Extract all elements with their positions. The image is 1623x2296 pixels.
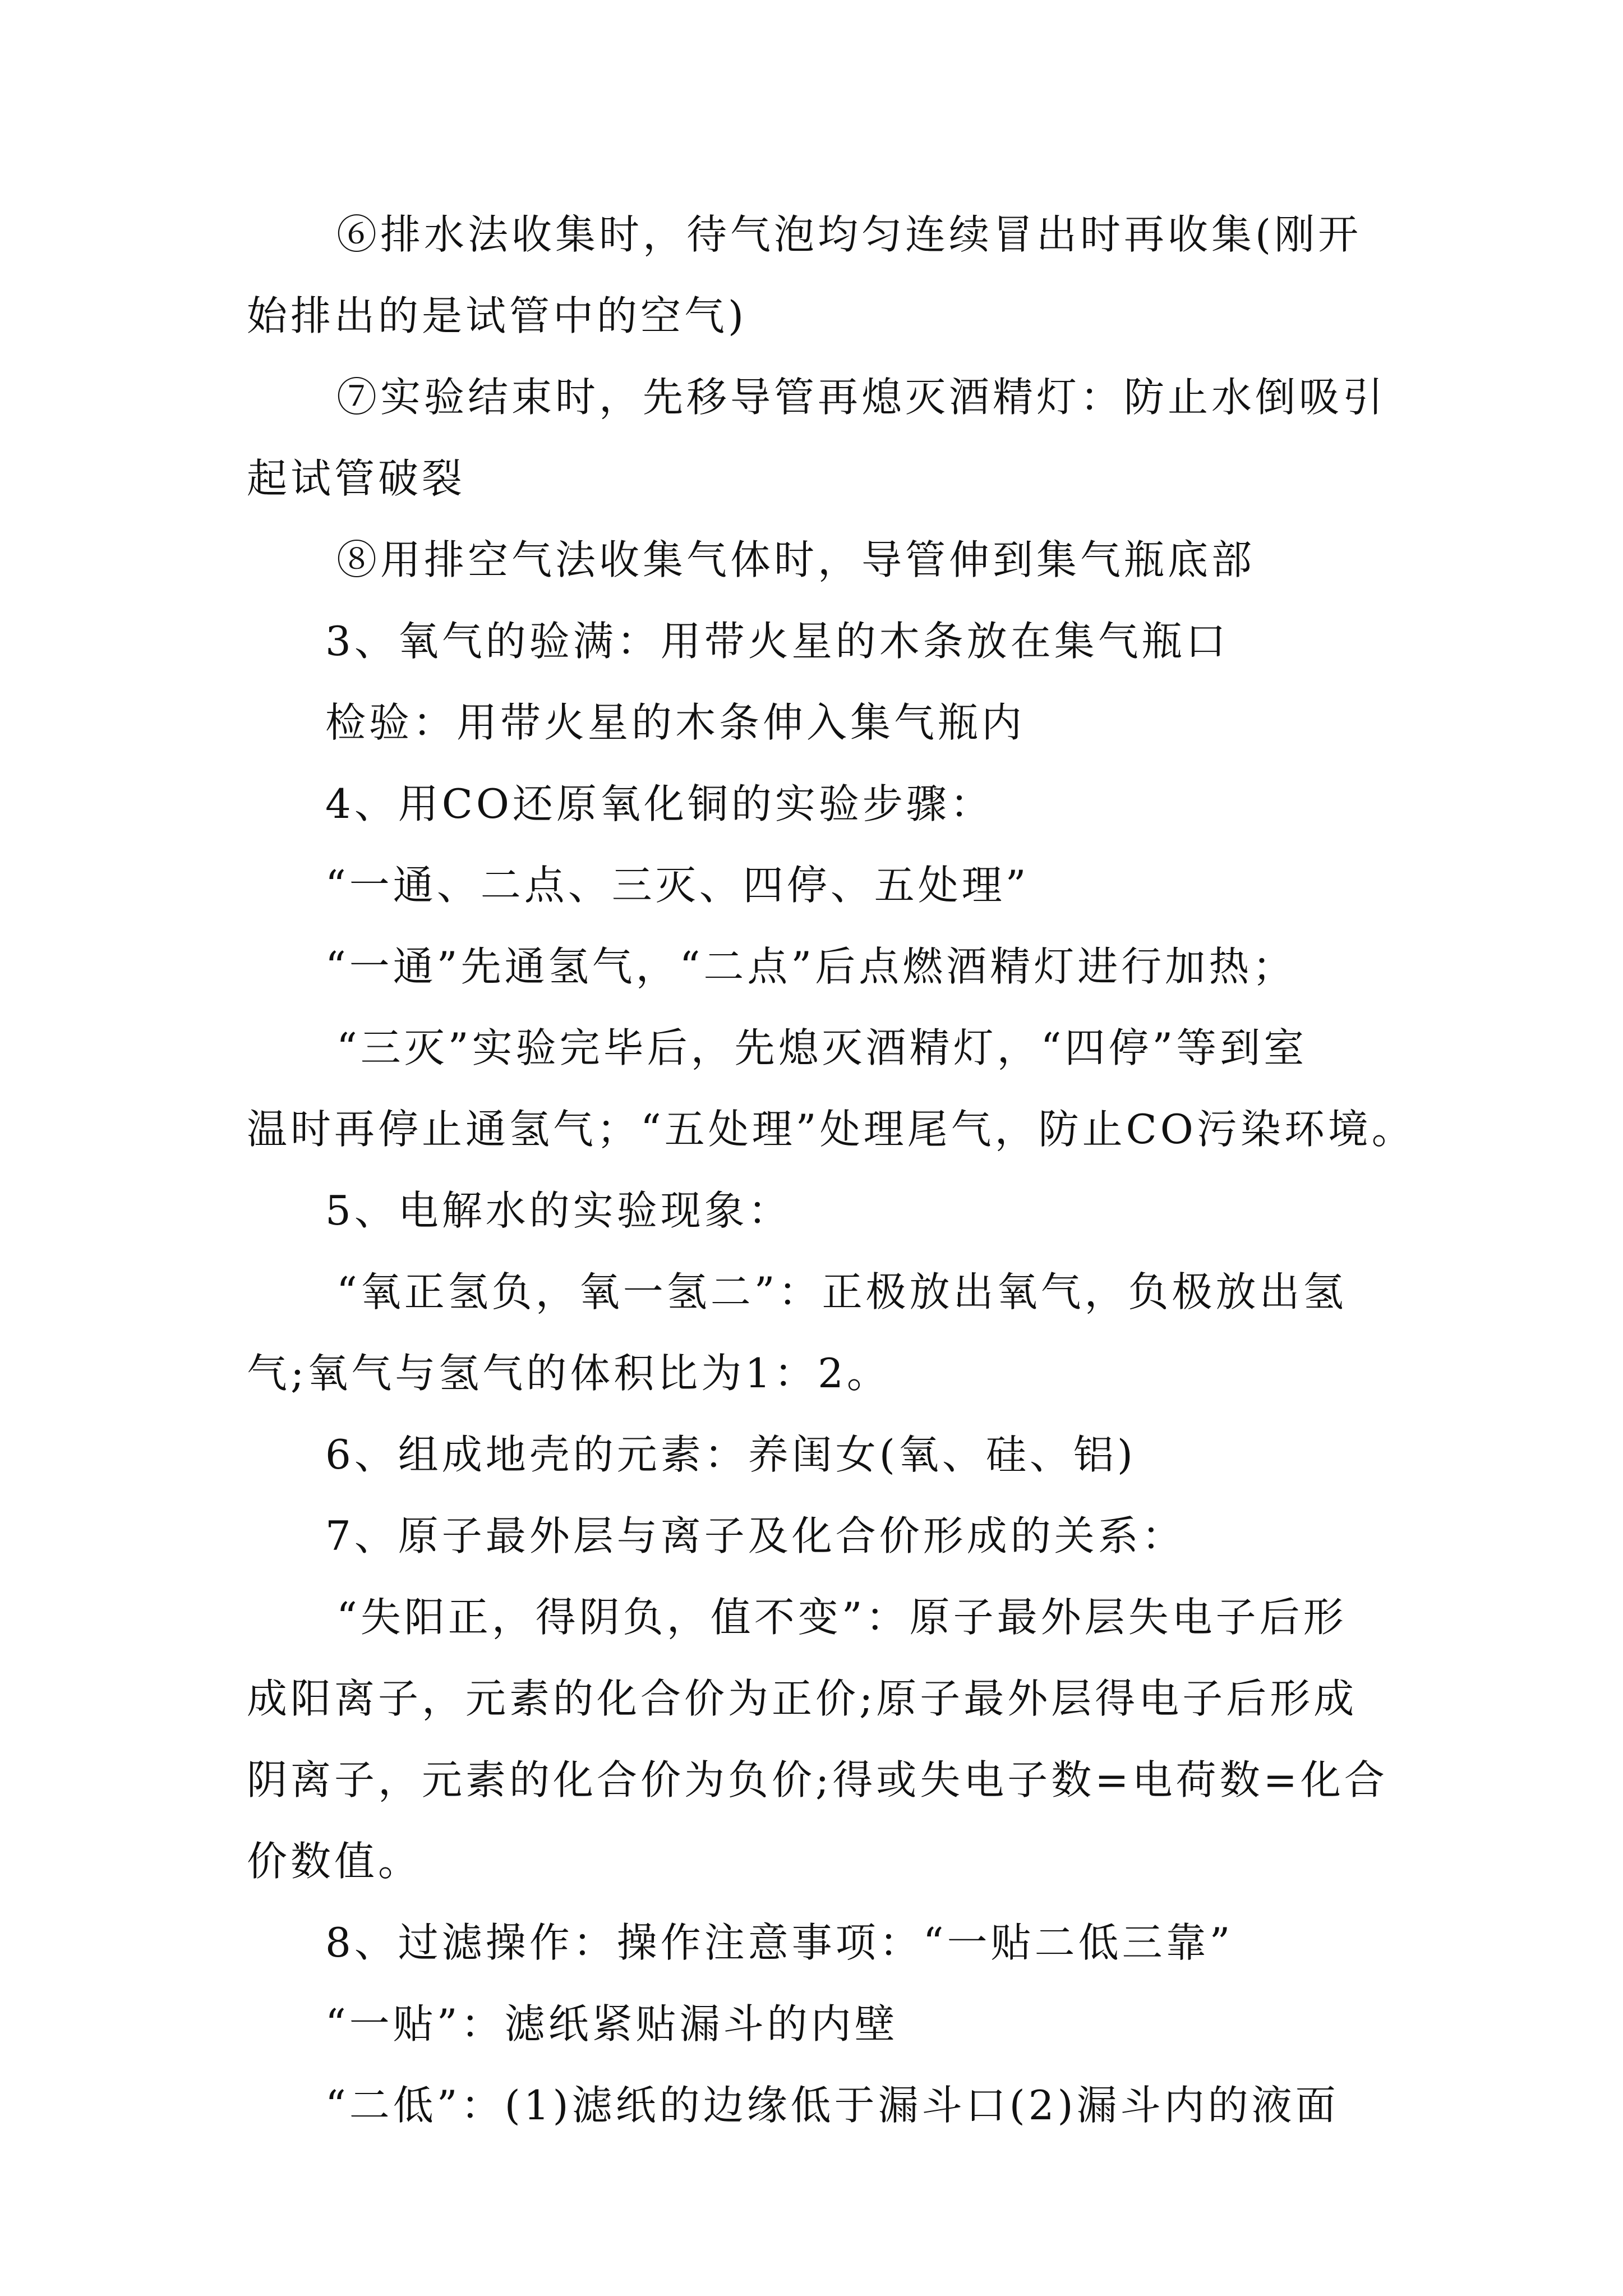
text-line: 起试管破裂 [247,455,466,502]
text-line: 8、过滤操作：操作注意事项：“一贴二低三靠” [325,1919,1234,1966]
text-line: 4、用CO还原氧化铜的实验步骤： [325,780,994,827]
text-line: “失阳正，得阴负，值不变”：原子最外层失电子后形 [336,1594,1347,1641]
text-line: 始排出的是试管中的空气) [247,292,748,339]
text-line: ⑧用排空气法收集气体时，导管伸到集气瓶底部 [336,536,1256,583]
text-line: ⑥排水法收集时，待气泡均匀连续冒出时再收集(刚开 [336,211,1362,258]
text-line: 7、原子最外层与离子及化合价形成的关系： [325,1512,1186,1559]
text-line: 检验：用带火星的木条伸入集气瓶内 [325,699,1026,746]
text-line: “一贴”：滤纸紧贴漏斗的内壁 [325,2000,898,2047]
text-line: 阴离子，元素的化合价为负价;得或失电子数=电荷数=化合 [247,1756,1388,1803]
text-line: 气;氧气与氢气的体积比为1：2。 [247,1350,891,1397]
text-line: 成阳离子，元素的化合价为正价;原子最外层得电子后形成 [247,1675,1358,1722]
text-line: 3、氧气的验满：用带火星的木条放在集气瓶口 [325,618,1229,665]
text-line: “氧正氢负，氧一氢二”：正极放出氧气，负极放出氢 [336,1268,1347,1315]
text-line: 5、电解水的实验现象： [325,1187,792,1234]
text-line: “三灭”实验完毕后，先熄灭酒精灯，“四停”等到室 [336,1024,1308,1071]
text-line: 价数值。 [247,1838,422,1885]
text-line: “一通”先通氢气，“二点”后点燃酒精灯进行加热； [325,943,1297,990]
text-line: 6、组成地壳的元素：养闺女(氧、硅、铝) [325,1431,1136,1478]
text-line: 温时再停止通氢气；“五处理”处理尾气，防止CO污染环境。 [247,1106,1415,1153]
text-line: “二低”：(1)滤纸的边缘低于漏斗口(2)漏斗内的液面 [325,2082,1339,2129]
text-line: “一通、二点、三灭、四停、五处理” [325,862,1030,909]
text-line: ⑦实验结束时，先移导管再熄灭酒精灯：防止水倒吸引 [336,374,1387,421]
